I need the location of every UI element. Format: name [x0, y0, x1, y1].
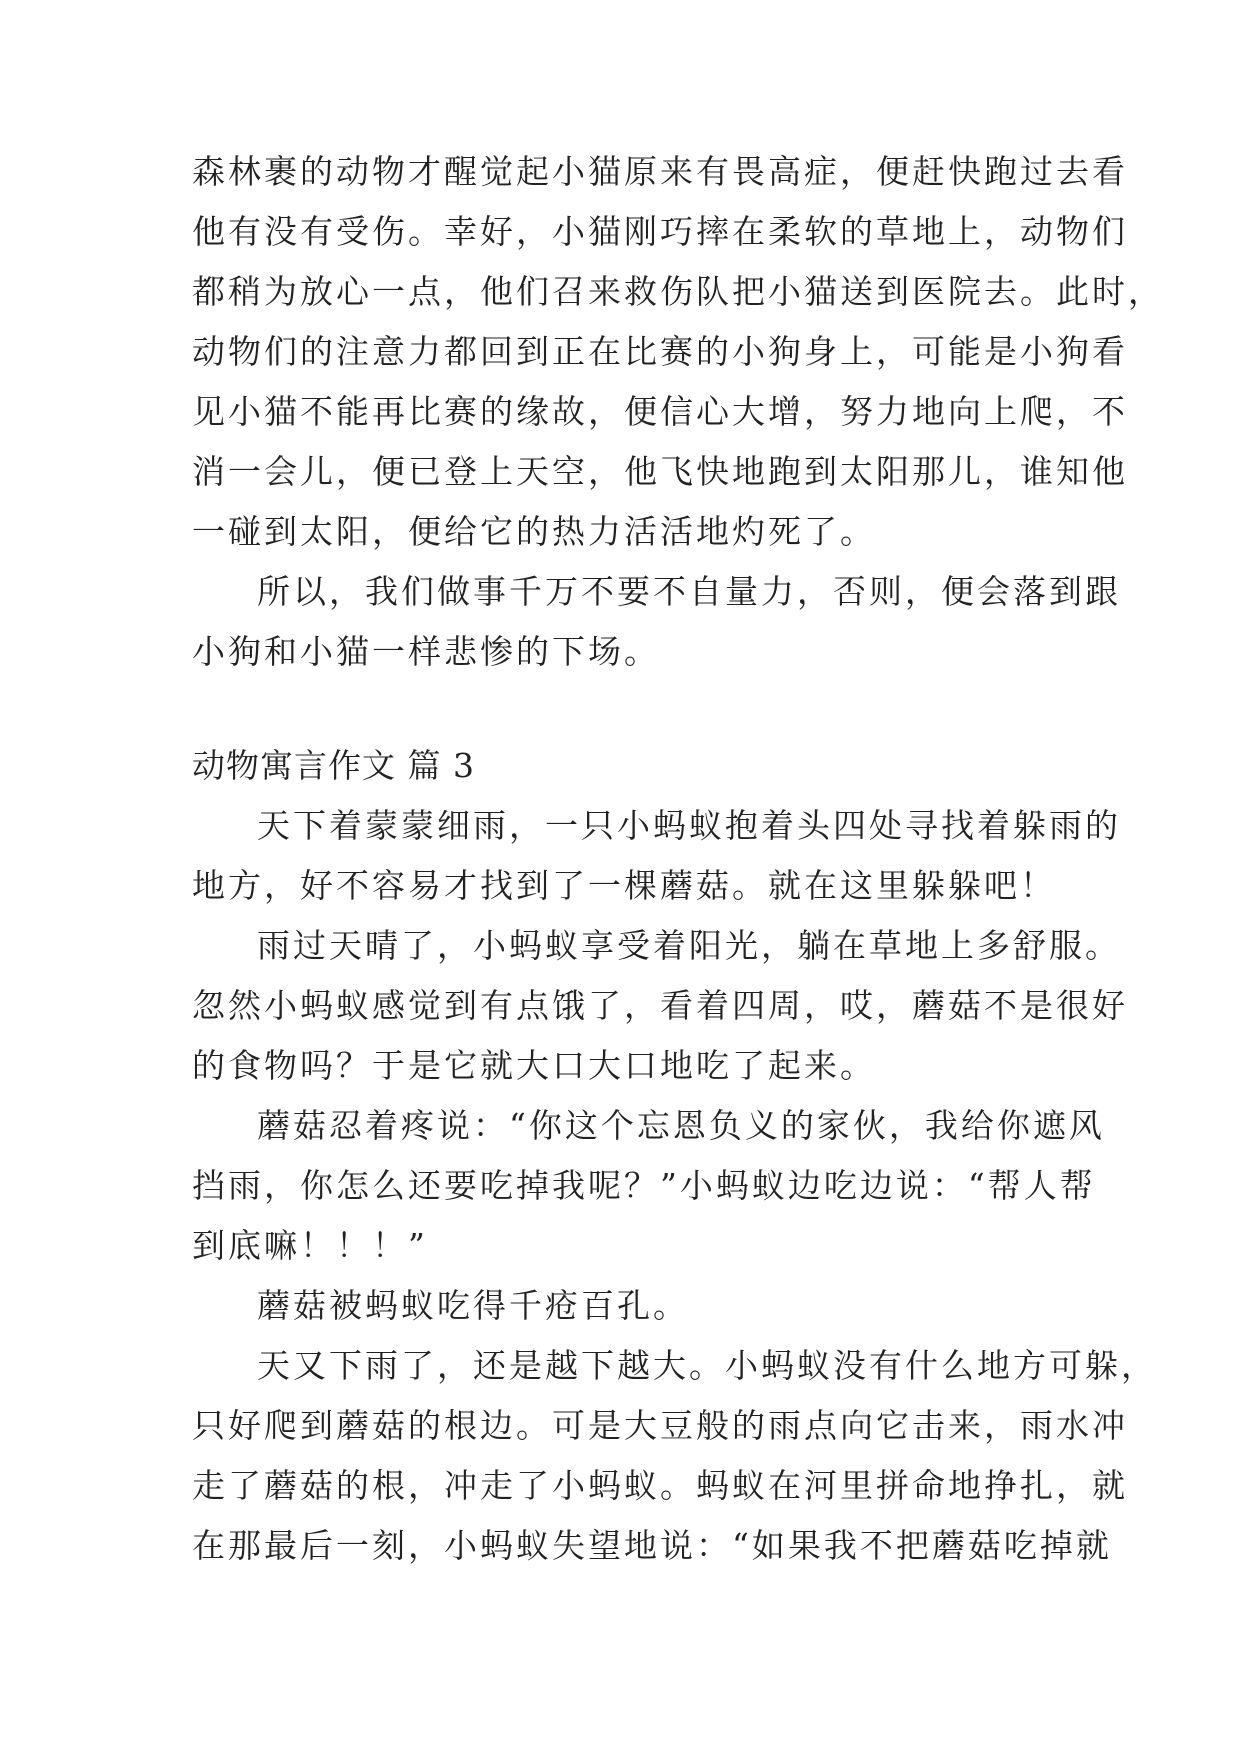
text-line-6: 消一会儿，便已登上天空，他飞快地跑到太阳那儿，谁知他 — [192, 452, 1128, 491]
text-line-18: 到底嘛！！！” — [192, 1226, 428, 1265]
text-line-4: 动物们的注意力都回到正在比赛的小狗身上，可能是小狗看 — [192, 332, 1128, 371]
text-line-14: 忽然小蚂蚁感觉到有点饿了，看着四周，哎，蘑菇不是很好 — [192, 986, 1128, 1025]
text-line-13: 雨过天晴了，小蚂蚁享受着阳光，躺在草地上多舒服。 — [257, 926, 1121, 965]
text-line-7: 一碰到太阳，便给它的热力活活地灼死了。 — [192, 512, 876, 551]
text-line-3: 都稍为放心一点，他们召来救伤队把小猫送到医院去。此时， — [192, 272, 1164, 311]
text-line-11: 天下着蒙蒙细雨，一只小蚂蚁抱着头四处寻找着躲雨的 — [257, 806, 1121, 845]
text-line-2: 他有没有受伤。幸好，小猫刚巧摔在柔软的草地上，动物们 — [192, 212, 1128, 251]
text-line-20: 天又下雨了，还是越下越大。小蚂蚁没有什么地方可躲， — [257, 1346, 1157, 1385]
text-line-17: 挡雨，你怎么还要吃掉我呢？”小蚂蚁边吃边说：“帮人帮 — [192, 1166, 1096, 1205]
text-line-5: 见小猫不能再比赛的缘故，便信心大增，努力地向上爬，不 — [192, 392, 1128, 431]
text-line-16: 蘑菇忍着疼说：“你这个忘恩负义的家伙，我给你遮风 — [257, 1106, 1105, 1145]
text-line-9: 小狗和小猫一样悲惨的下场。 — [192, 632, 660, 671]
text-line-19: 蘑菇被蚂蚁吃得千疮百孔。 — [257, 1286, 689, 1325]
text-line-1: 森林裹的动物才醒觉起小猫原来有畏高症，便赶快跑过去看 — [192, 152, 1128, 191]
text-line-22: 走了蘑菇的根，冲走了小蚂蚁。蚂蚁在河里拼命地挣扎，就 — [192, 1466, 1128, 1505]
text-line-21: 只好爬到蘑菇的根边。可是大豆般的雨点向它击来，雨水冲 — [192, 1406, 1128, 1445]
text-line-15: 的食物吗？于是它就大口大口地吃了起来。 — [192, 1046, 876, 1085]
text-line-8: 所以，我们做事千万不要不自量力，否则，便会落到跟 — [257, 572, 1121, 611]
text-line-12: 地方，好不容易才找到了一棵蘑菇。就在这里躲躲吧！ — [192, 866, 1056, 905]
section-heading: 动物寓言作文 篇 3 — [192, 746, 475, 785]
text-line-23: 在那最后一刻，小蚂蚁失望地说：“如果我不把蘑菇吃掉就 — [192, 1526, 1112, 1565]
